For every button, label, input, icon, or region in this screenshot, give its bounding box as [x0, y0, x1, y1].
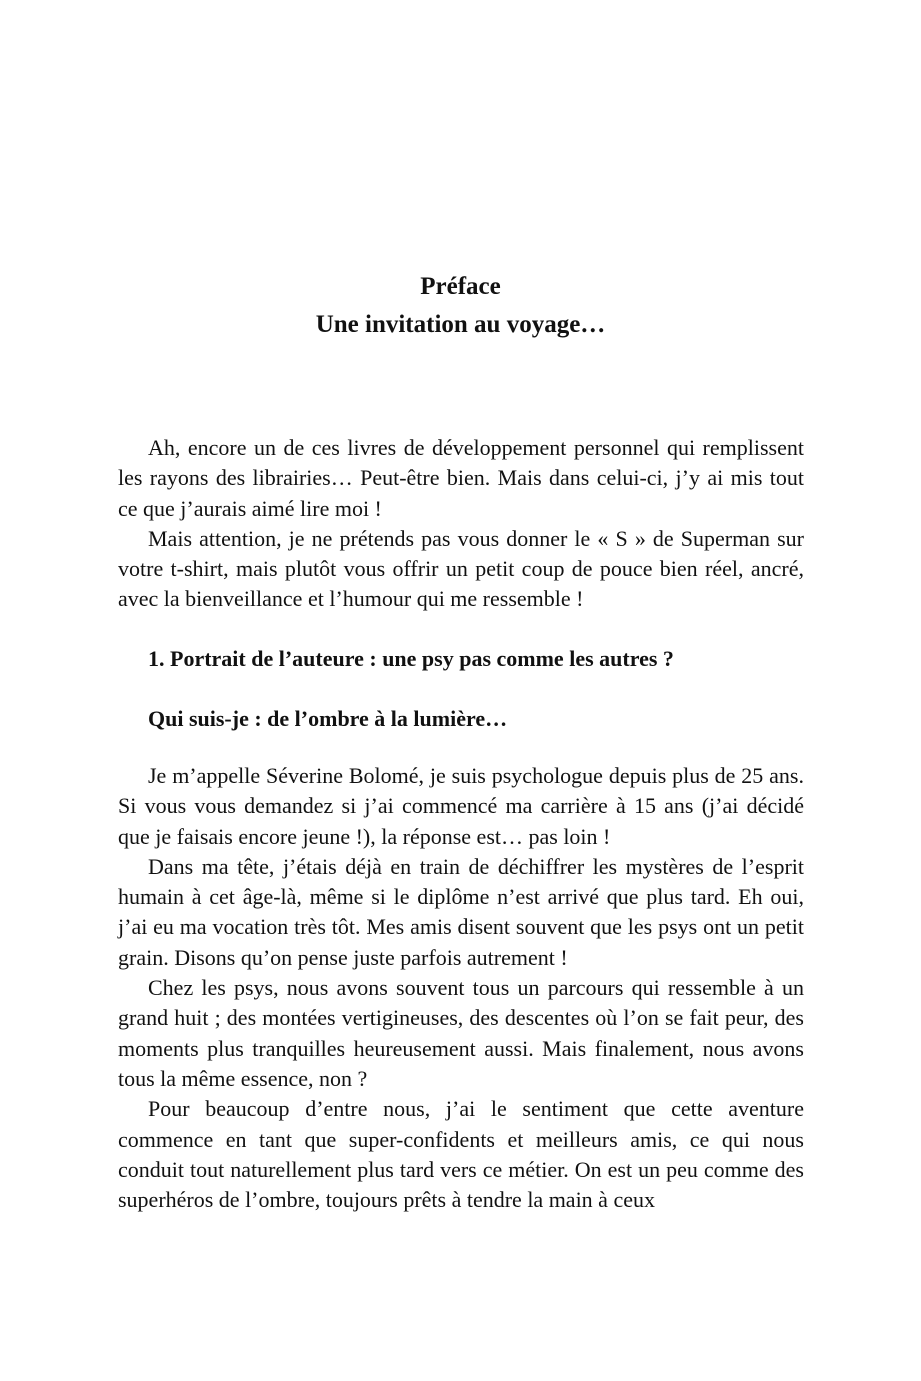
- section-heading: 1. Portrait de l’auteure : une psy pas comme les autres ?: [148, 646, 674, 671]
- paragraph: Pour beaucoup d’entre nous, j’ai le sentiment que cette aventure commence en tant que super-confidents et meilleurs amis, ce qui nous conduit tout naturellement plus tard vers ce métier. On est un peu comme des superhéros de l’ombre, toujours prêts à tendre la main à ceux: [118, 1096, 804, 1213]
- intro-text: [118, 433, 804, 615]
- paragraph: Mais attention, je ne prétends pas vous donner le « S » de Superman sur votre t-shirt, mais plutôt vous offrir un petit coup de pouce bien réel, ancré, avec la bienveillance et l’humour qui me ressemble !: [118, 525, 804, 612]
- chapter-title-line-1: Préface: [420, 273, 501, 300]
- paragraph: Je m’appelle Séverine Bolomé, je suis psychologue depuis plus de 25 ans. Si vous vous demandez si j’ai commencé ma carrière à 15 ans (j’ai décidé que je faisais encore jeune !), la réponse est… pas loin !: [118, 763, 804, 849]
- subsection-heading: Qui suis-je : de l’ombre à la lumière…: [148, 706, 508, 731]
- paragraph: Chez les psys, nous avons souvent tous un parcours qui ressemble à un grand huit ; des montées vertigineuses, des descentes où l’on se fait peur, des moments plus tranquilles heureusement aussi. Mais finalement, nous avons tous la même essence, non ?: [118, 975, 804, 1091]
- body-text: [118, 761, 804, 1215]
- chapter-title: [0, 268, 921, 344]
- chapter-title-line-2: Une invitation au voyage…: [315, 311, 606, 338]
- paragraph: Dans ma tête, j’étais déjà en train de déchiffrer les mystères de l’esprit humain à cet âge-là, même si le diplôme n’est arrivé que plus tard. Eh oui, j’ai eu ma vocation très tôt. Mes amis disent souvent que les psys ont un petit grain. Disons qu’on pense juste parfois autrement !: [118, 853, 804, 970]
- paragraph: Ah, encore un de ces livres de développement personnel qui remplissent les rayons des librairies… Peut-être bien. Mais dans celui-ci, j’y ai mis tout ce que j’aurais aimé lire moi !: [118, 435, 804, 521]
